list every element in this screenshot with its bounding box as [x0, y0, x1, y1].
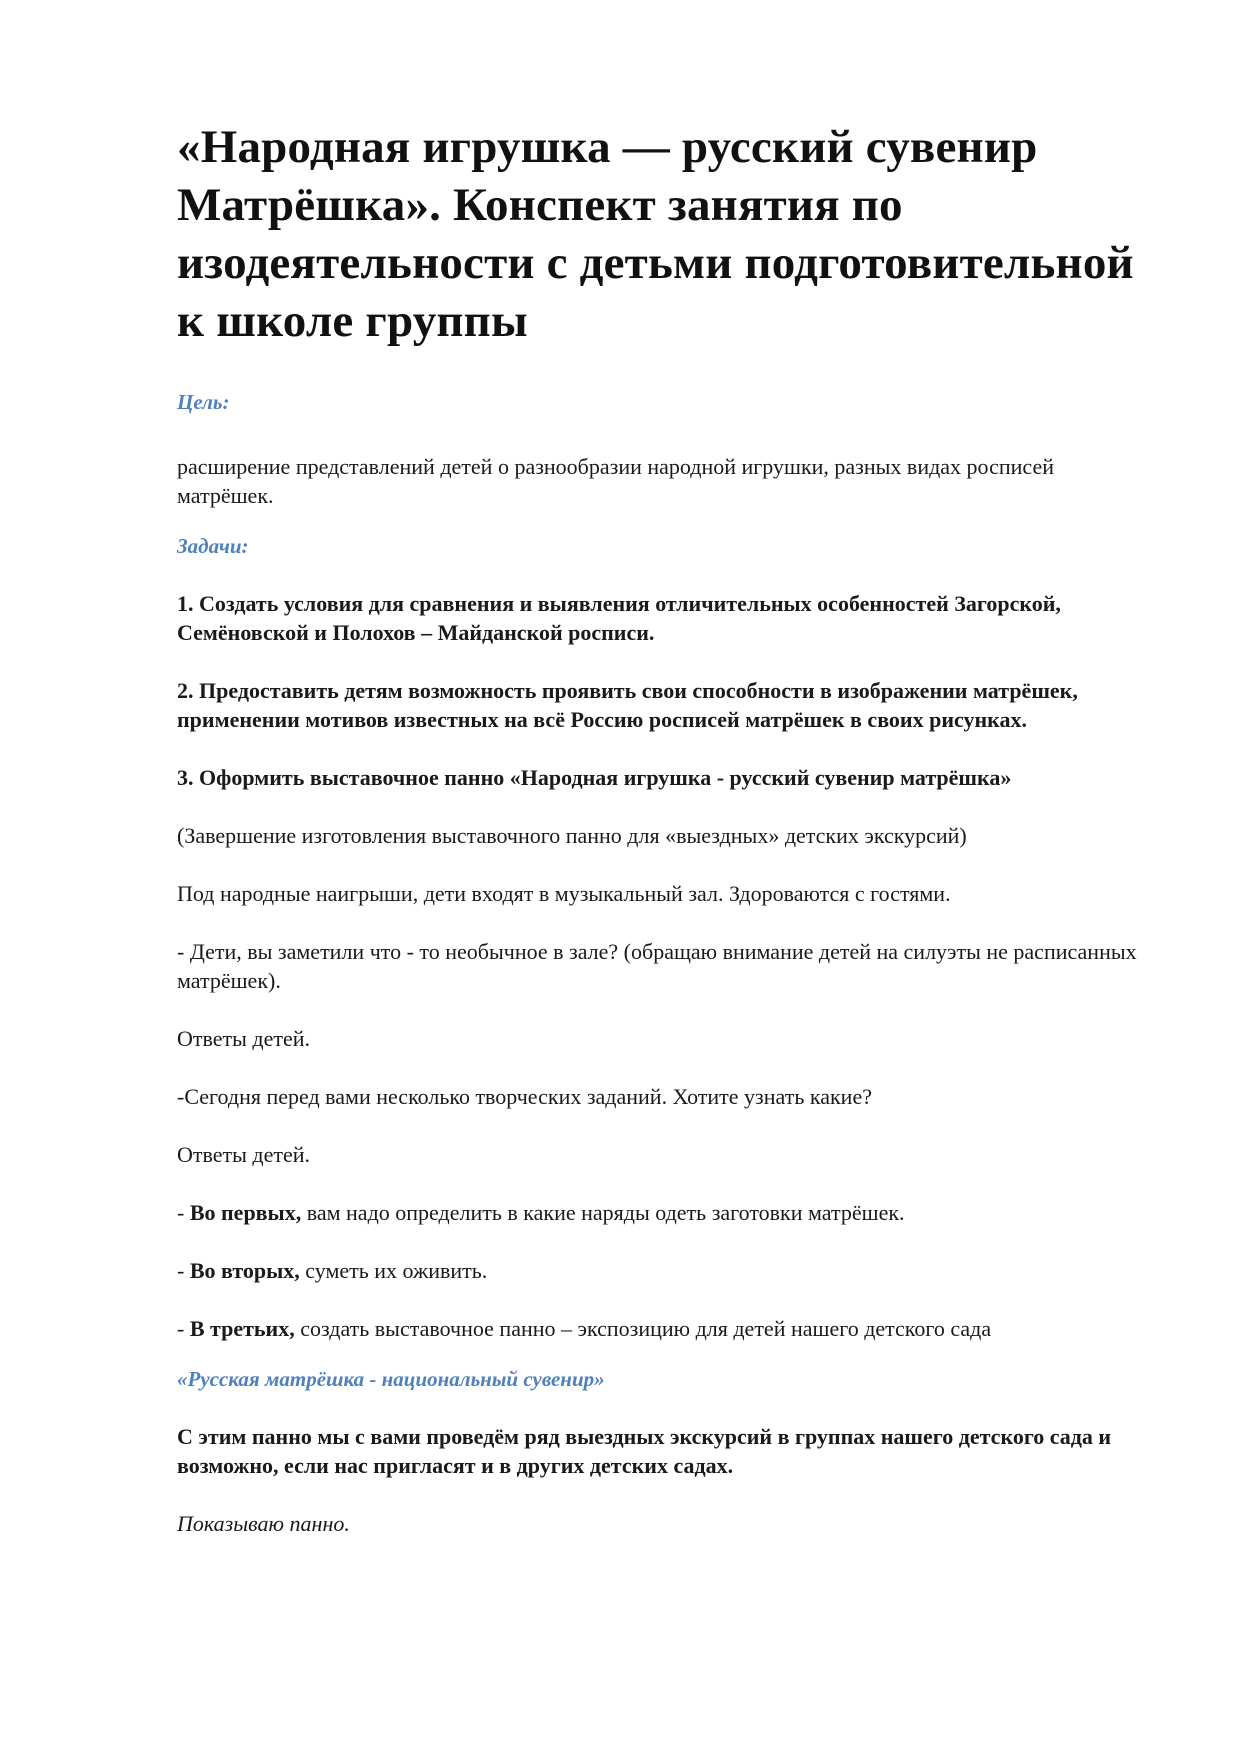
task-item-3: 3. Оформить выставочное панно «Народная игрушка - русский сувенир матрёшка» [177, 765, 1012, 790]
third-label: В третьих, [189, 1316, 295, 1341]
exhibit-text: С этим панно мы с вами проведём ряд выездных экскурсий в группах нашего детского сада и возможно, если нас пригласят и в других детских садах. [177, 1424, 1112, 1478]
note-paragraph: (Завершение изготовления выставочного панно для «выездных» детских экскурсий) [177, 823, 967, 848]
entry-paragraph: Под народные наигрыши, дети входят в музыкальный зал. Здороваются с гостями. [177, 881, 951, 906]
first-prefix: - [177, 1200, 190, 1225]
answers-paragraph-1: Ответы детей. [177, 1026, 311, 1051]
second-prefix: - [177, 1258, 190, 1283]
first-label: Во первых, [189, 1200, 302, 1225]
tasks-intro-paragraph: -Сегодня перед вами несколько творческих заданий. Хотите узнать какие? [177, 1084, 872, 1109]
tasks-heading: Задачи: [177, 534, 249, 558]
task-item-1: 1. Создать условия для сравнения и выявления отличительных особенностей Загорской, Семёновской и Полохов – Майданской росписи. [177, 591, 1061, 645]
third-prefix: - [177, 1316, 190, 1341]
answers-paragraph-2: Ответы детей. [177, 1142, 311, 1167]
closing-paragraph: Показываю панно. [177, 1511, 350, 1536]
first-task-paragraph [177, 1198, 1137, 1227]
question-paragraph: - Дети, вы заметили что - то необычное в зале? (обращаю внимание детей на силуэты не расписанных матрёшек). [177, 939, 1137, 993]
goal-heading: Цель: [177, 390, 230, 414]
document-title: «Народная игрушка — русский сувенир Матрёшка». Конспект занятия по изодеятельности с детьми подготовительной к школе группы [177, 121, 1134, 347]
third-text: создать выставочное панно – экспозицию для детей нашего детского сада [294, 1316, 992, 1341]
second-task-paragraph [177, 1256, 1137, 1285]
second-label: Во вторых, [189, 1258, 300, 1283]
first-text: вам надо определить в какие наряды одеть заготовки матрёшек. [301, 1200, 905, 1225]
third-task-paragraph [177, 1314, 1137, 1343]
document-page [177, 118, 1137, 1538]
task-item-2: 2. Предоставить детям возможность проявить свои способности в изображении матрёшек, применении мотивов известных на всё Россию росписей матрёшек в своих рисунках. [177, 678, 1078, 732]
exhibit-heading: «Русская матрёшка - национальный сувенир» [177, 1367, 605, 1391]
goal-text: расширение представлений детей о разнообразии народной игрушки, разных видах росписей матрёшек. [177, 454, 1054, 508]
second-text: суметь их оживить. [299, 1258, 488, 1283]
